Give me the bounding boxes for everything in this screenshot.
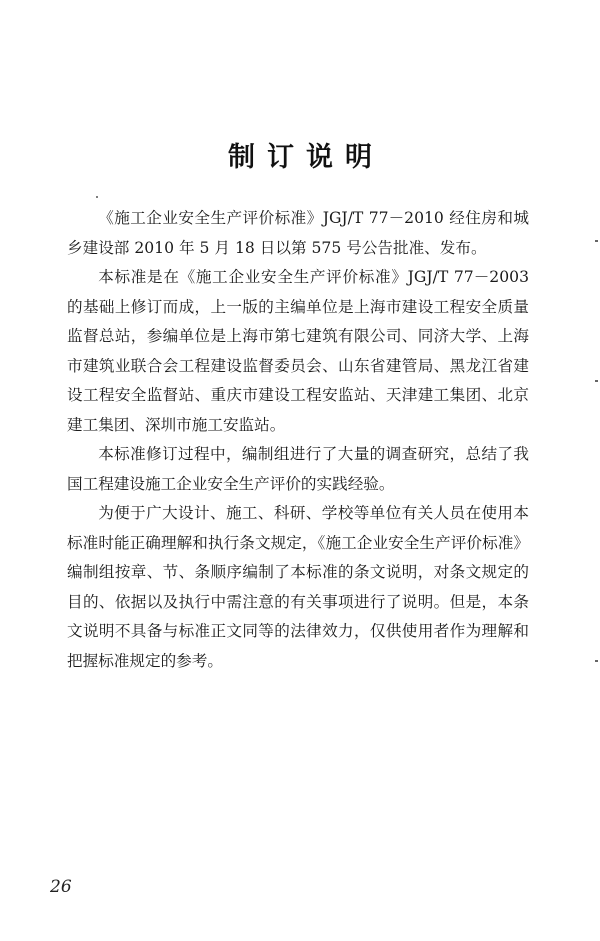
scan-speck: [96, 196, 98, 198]
body-text: [67, 204, 529, 676]
scan-edge-mark: [595, 660, 598, 662]
scan-edge-mark: [595, 240, 598, 242]
paragraph-revision-history: 本标准是在《施工企业安全生产评价标准》JGJ/T 77－2003 的基础上修订而成，上一版的主编单位是上海市建设工程安全质量监督总站，参编单位是上海市第七建筑有限公司、同济大学、上海市建筑业联合会工程建设监督委员会、山东省建管局、黑龙江省建设工程安全监督站、重庆市建设工程安监站、天津建工集团、北京建工集团、深圳市施工安监站。: [67, 268, 529, 434]
page-title: 制订说明: [228, 142, 384, 173]
paragraph-approval: 《施工企业安全生产评价标准》JGJ/T 77－2010 经住房和城乡建设部 2010 年 5 月 18 日以第 575 号公告批准、发布。: [67, 209, 529, 257]
scan-edge-mark: [595, 380, 598, 382]
paragraph-explanation-purpose: 为便于广大设计、施工、科研、学校等单位有关人员在使用本标准时能正确理解和执行条文规定，《施工企业安全生产评价标准》编制组按章、节、条顺序编制了本标准的条文说明，对条文规定的目的、依据以及执行中需注意的有关事项进行了说明。但是，本条文说明不具备与标准正文同等的法律效力，仅供使用者作为理解和把握标准规定的参考。: [67, 504, 529, 670]
paragraph-research: 本标准修订过程中，编制组进行了大量的调查研究，总结了我国工程建设施工企业安全生产评价的实践经验。: [67, 445, 529, 493]
page-number: 26: [50, 877, 72, 897]
